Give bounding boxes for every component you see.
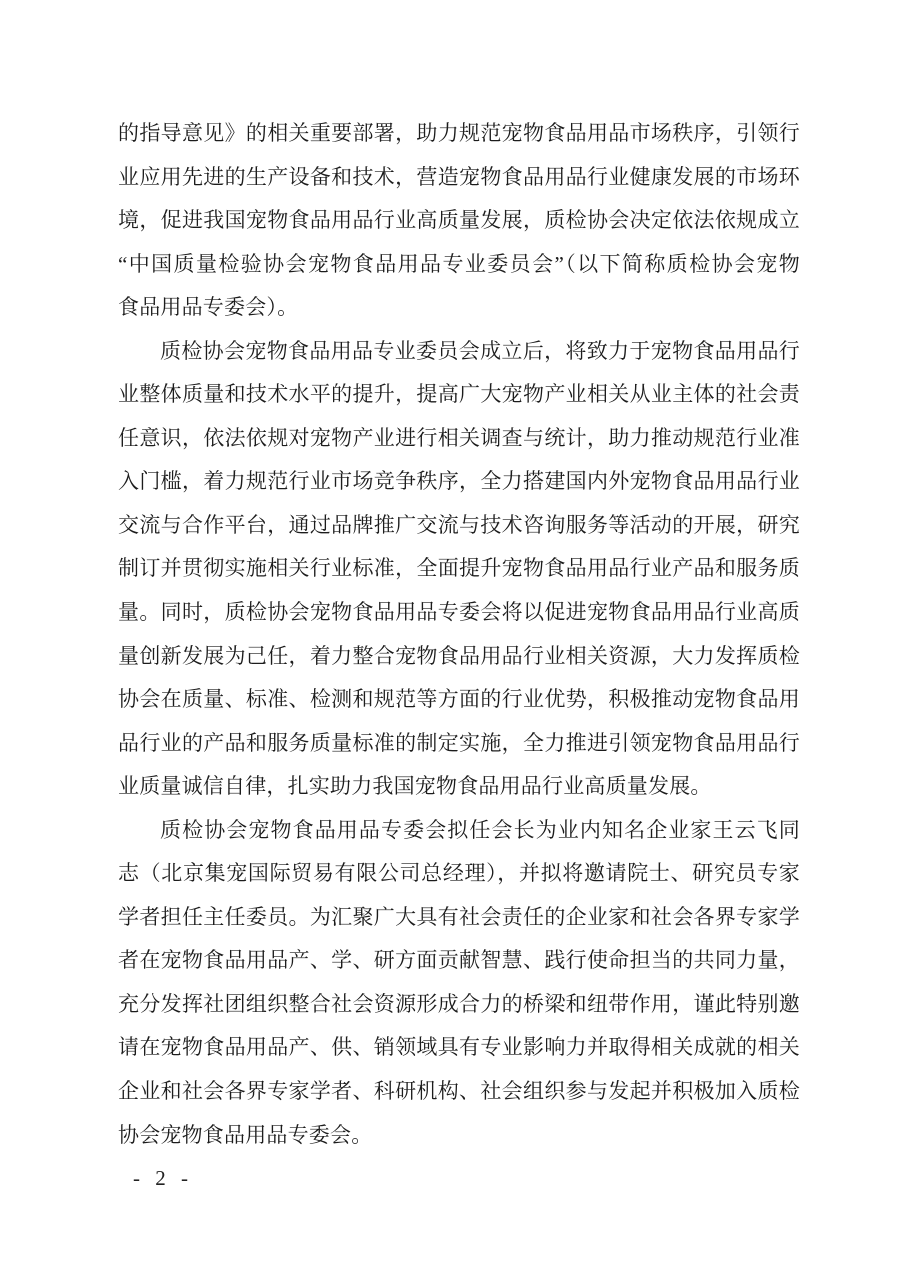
text-line: 者在宠物食品用品产、学、研方面贡献智慧、践行使命担当的共同力量，: [118, 948, 800, 973]
text-line: 协会在质量、标准、检测和规范等方面的行业优势，积极推动宠物食品用: [118, 687, 800, 712]
text-line: 质检协会宠物食品用品专委会拟任会长为业内知名企业家王云飞同: [160, 817, 800, 842]
page-number: - 2 -: [133, 1166, 193, 1190]
text-line: 入门槛，着力规范行业市场竞争秩序，全力搭建国内外宠物食品用品行业: [118, 469, 800, 494]
text-line: 业应用先进的生产设备和技术，营造宠物食品用品行业健康发展的市场环: [118, 164, 800, 189]
text-line: 品行业的产品和服务质量标准的制定实施，全力推进引领宠物食品用品行: [118, 730, 800, 755]
text-line: 任意识，依法依规对宠物产业进行相关调查与统计，助力推动规范行业准: [118, 425, 800, 450]
text-line: 志（北京集宠国际贸易有限公司总经理），并拟将邀请院士、研究员专家: [118, 861, 800, 886]
text-line: 业质量诚信自律，扎实助力我国宠物食品用品行业高质量发展。: [118, 774, 712, 799]
text-line: 质检协会宠物食品用品专业委员会成立后，将致力于宠物食品用品行: [160, 338, 800, 363]
text-line: 学者担任主任委员。为汇聚广大具有社会责任的企业家和社会各界专家学: [118, 904, 800, 929]
text-line: 制订并贯彻实施相关行业标准，全面提升宠物食品用品行业产品和服务质: [118, 556, 800, 581]
text-line: “中国质量检验协会宠物食品用品专业委员会”（以下简称质检协会宠物: [118, 251, 800, 276]
text-line: 交流与合作平台，通过品牌推广交流与技术咨询服务等活动的开展，研究: [118, 512, 800, 537]
text-line: 业整体质量和技术水平的提升，提高广大宠物产业相关从业主体的社会责: [118, 382, 800, 407]
text-line: 量创新发展为己任，着力整合宠物食品用品行业相关资源，大力发挥质检: [118, 643, 800, 668]
text-line: 协会宠物食品用品专委会。: [118, 1122, 373, 1147]
text-line: 请在宠物食品用品产、供、销领域具有专业影响力并取得相关成就的相关: [118, 1035, 800, 1060]
text-line: 食品用品专委会）。: [118, 295, 299, 320]
text-line: 企业和社会各界专家学者、科研机构、社会组织参与发起并积极加入质检: [118, 1079, 800, 1104]
text-line: 量。同时，质检协会宠物食品用品专委会将以促进宠物食品用品行业高质: [118, 600, 800, 625]
text-line: 境，促进我国宠物食品用品行业高质量发展，质检协会决定依法依规成立: [118, 208, 800, 233]
text-line: 的指导意见》的相关重要部署，助力规范宠物食品用品市场秩序，引领行: [118, 121, 800, 145]
document-body: [118, 112, 800, 1157]
text-line: 充分发挥社团组织整合社会资源形成合力的桥梁和纽带作用，谨此特别邀: [118, 991, 800, 1016]
